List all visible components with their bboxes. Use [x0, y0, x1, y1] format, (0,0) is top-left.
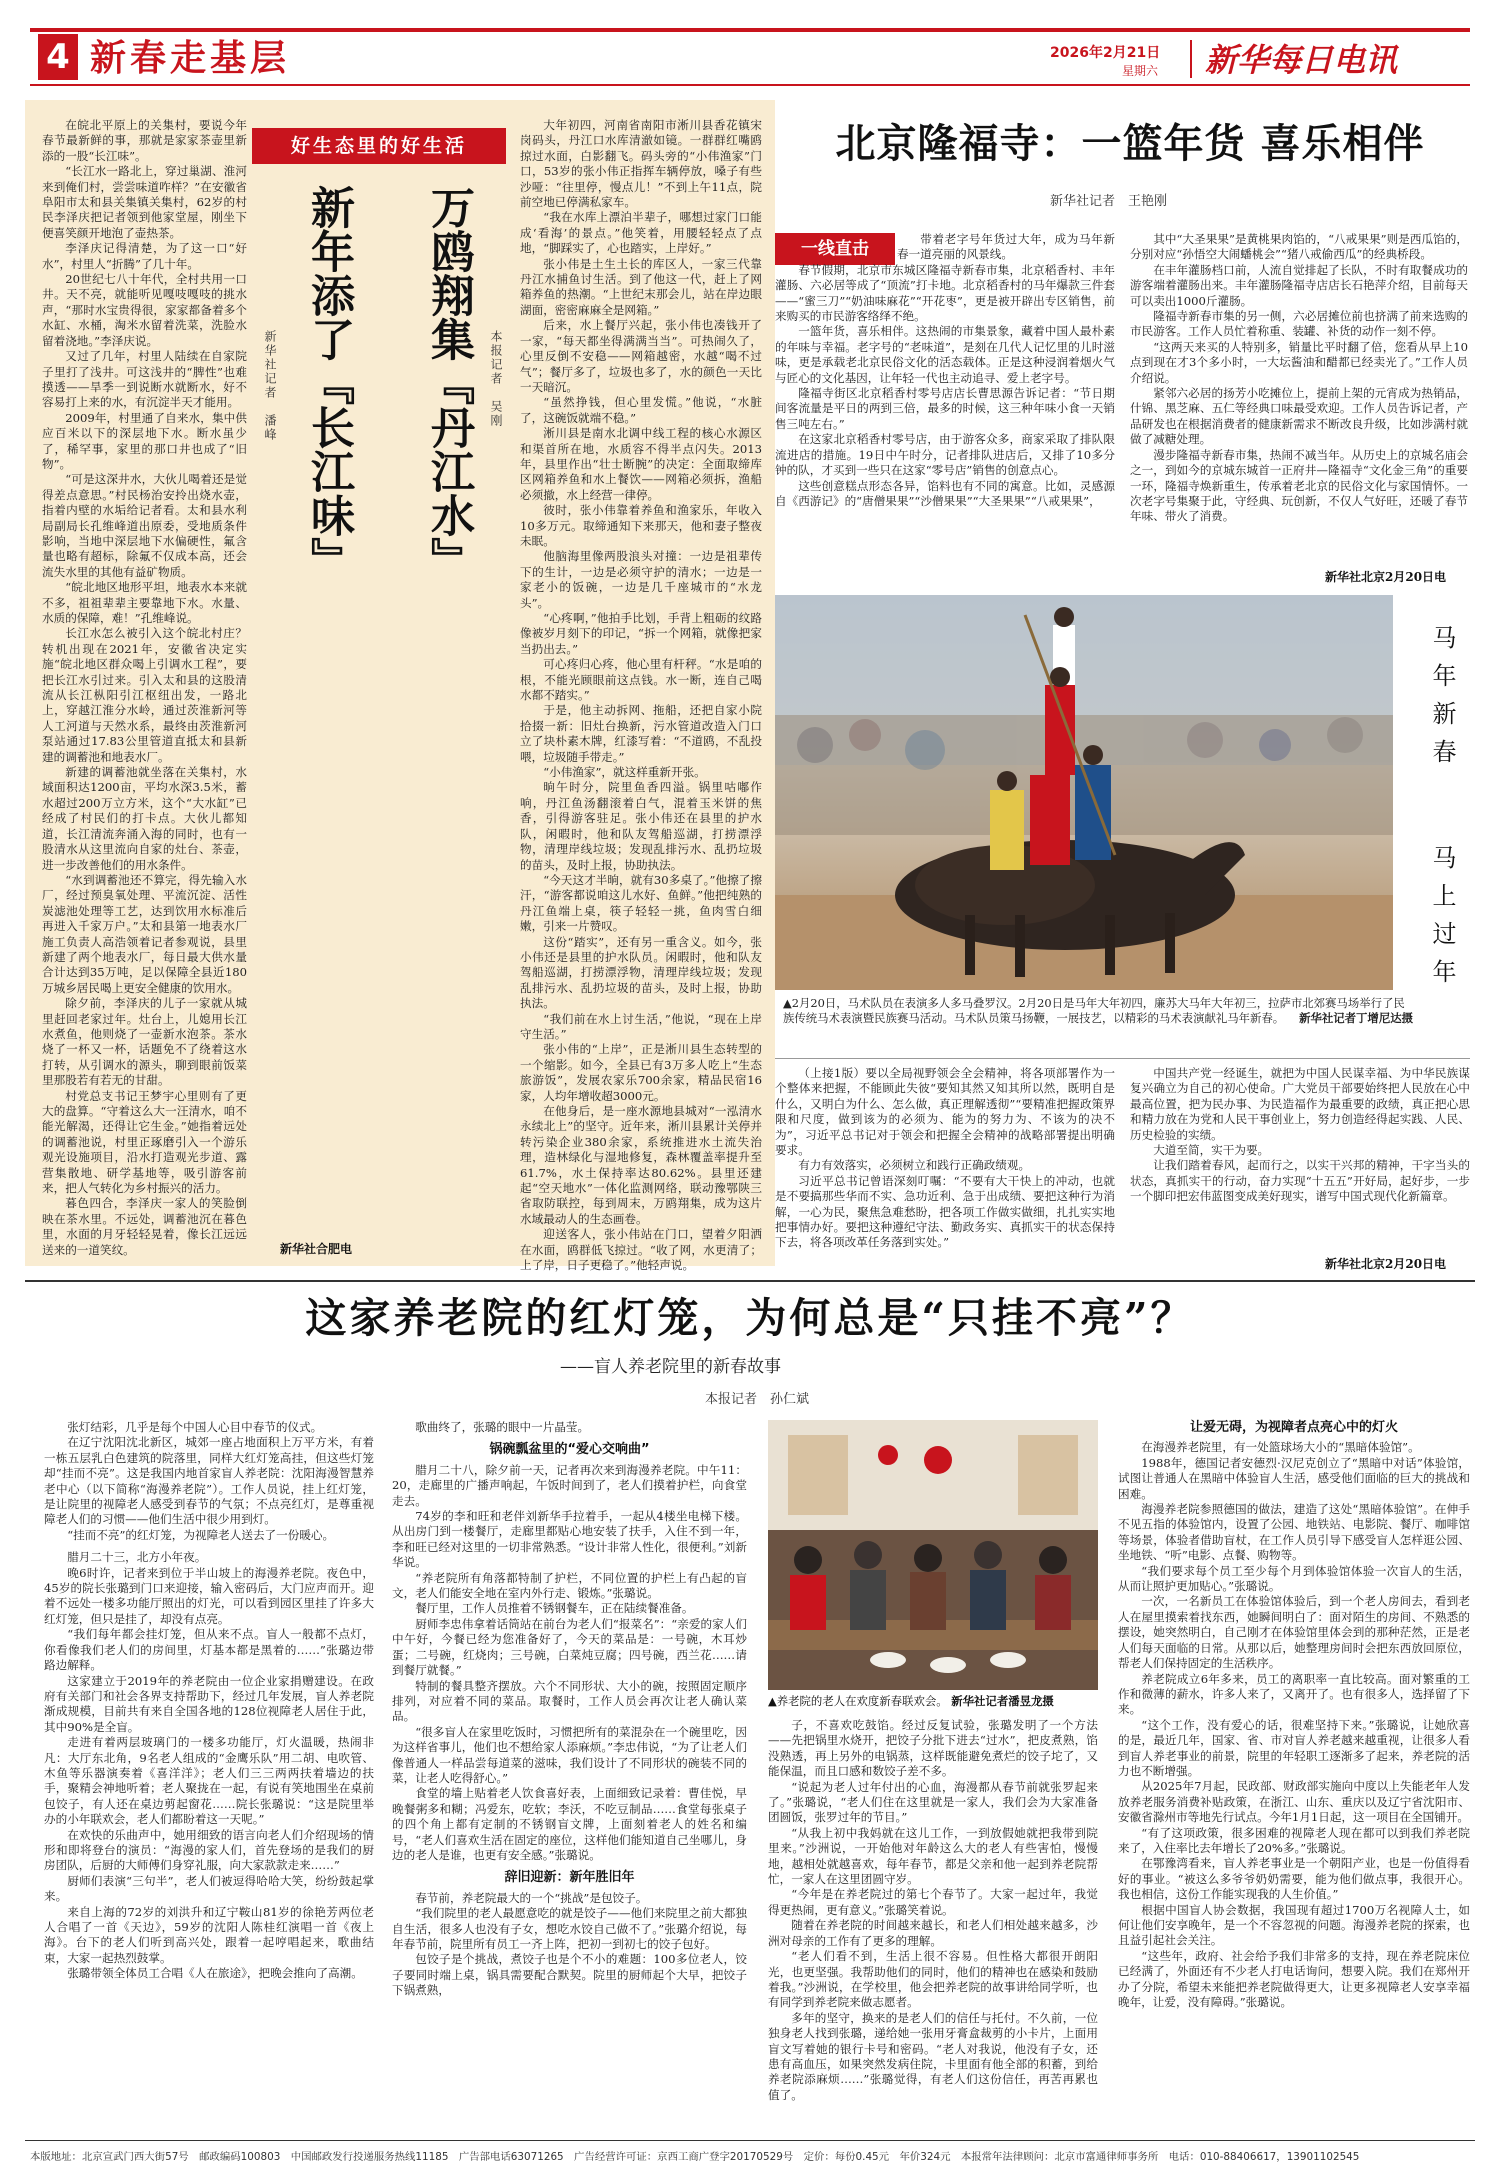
beijing-paragraph: 在丰年灌肠档口前，人流自觉排起了长队，不时有取餐成功的游客端着灌肠出来。丰年灌肠隆福寺店店长石艳萍介绍，目前每天可以卖出1000斤灌肠。: [1130, 262, 1468, 308]
bottom-paragraph: 海漫养老院参照德国的做法，建造了这处“黑暗体验馆”。在伸手不见五指的体验馆内，设置了公园、地铁站、电影院、餐厅、咖啡馆等场景，体验者借助盲杖，在工作人员引导下感受盲人怎样逛公园、坐地铁、“听”电影、点餐、购物等。: [1118, 1502, 1470, 1563]
story1-paragraph: “长江水一路北上，穿过巢湖、淮河来到俺们村，尝尝味道咋样？”在安徽省阜阳市太和县关集镇关集村，62岁的村民李泽庆把记者领到他家堂屋，刚坐下便喜笑颜开地泡了壶热茶。: [42, 164, 247, 240]
story1-paragraph: 村党总支书记王梦宇心里则有了更大的盘算。“守着这么大一汪清水，咱不能光解渴，还得让它生金。”她指着远处的调蓄池说，村里正琢磨引入一个游乐观光设施项目，沿水打造观光步道、露营集散地、研学基地等，吸引游客前来，把人气转化为乡村振兴的活力。: [42, 1088, 247, 1196]
story1-paragraph: 暮色四合，李泽庆一家人的笑脸倒映在茶水里。不远处，调蓄池沉在暮色里，水面的月牙轻轻晃着，像长江远远送来的一道笑纹。: [42, 1196, 247, 1257]
nursing-home-illustration: [768, 1420, 1098, 1690]
bottom-paragraph: “这些年，政府、社会给予我们非常多的支持，现在养老院床位已经满了，外面还有不少老人打电话询问，想要入院。我们在郑州开办了分院，希望未来能把养老院做得更大，让更多视障老人安享幸福晚年，让爱，没有障碍。”张璐说。: [1118, 1948, 1470, 2010]
header-red-rule: [30, 28, 1470, 32]
bottom-paragraph: 这家建立于2019年的养老院由一位企业家捐赠建设。在政府有关部门和社会各界支持帮助下，经过几年发展，盲人养老院渐成规模，目前共有来自全国各地的128位视障老人居住于此，其中90%是全盲。: [44, 1673, 374, 1734]
story2-body: [520, 118, 762, 1273]
beijing-paragraph: 隆福寺新春市集的另一侧，六必居摊位前也挤满了前来选购的市民游客。工作人员忙着称重、装罐、补货的动作一刻不停。: [1130, 309, 1468, 339]
bottom-col3-paragraphs: [768, 1718, 1098, 2103]
beijing-headline: 北京隆福寺：一篮年货 喜乐相伴: [835, 120, 1425, 167]
bottom-paragraph: 74岁的李和旺和老伴刘新华手拉着手，一起从4楼坐电梯下楼。从出房门到一楼餐厅，走廊里都贴心地安装了扶手，入住不到一年，李和旺已经对这里的一切非常熟悉。“设计非常人性化，很便利。”刘新华说。: [392, 1509, 747, 1570]
story1-body: [42, 118, 247, 1257]
bottom-paragraph: 在海漫养老院里，有一处篮球场大小的“黑暗体验馆”。: [1141, 1440, 1420, 1455]
bottom-paragraph: 晚6时许，记者来到位于半山坡上的海漫养老院。夜色中，45岁的院长张璐到门口来迎接，输入密码后，大门应声而开。迎着不远处一楼多功能厅照出的灯光，可以看到园区里挂了许多大红灯笼，但只是挂了，却没有点亮。: [44, 1565, 374, 1626]
commentary-divider: [775, 1058, 1470, 1059]
story2-paragraph: 这份“踏实”，还有另一重含义。如今，张小伟还是县里的护水队员。闲暇时，他和队友驾船巡湖，打捞漂浮物，清理岸线垃圾；发现乱排污水、乱扔垃圾的苗头，及时上报，协助执法。: [520, 934, 762, 1011]
bottom-paragraph: 子，不喜欢吃鼓馅。经过反复试验，张璐发明了一个方法——先把锅里水烧开，把饺子分批下进去“过水”，把皮煮熟，馅没熟透，再上另外的电锅蒸，这样既能避免煮烂的饺子坨了，又能保温，而且口感和数饺子差不多。: [768, 1718, 1098, 1779]
header-divider: [1190, 40, 1192, 78]
bottom-paragraph: “说起为老人过年付出的心血，海漫都从春节前就张罗起来了。”张璐说，“老人们住在这里就是一家人，我们会为大家准备团圆饭，张罗过年的节目。”: [768, 1779, 1098, 1825]
horse-caption-text: ▲2月20日，马术队员在表演多人多马叠罗汉。2月20日是马年大年初四，廉苏大马年大年初三，拉萨市北郊赛马场举行了民族传统马术表演暨民族赛马活动。马术队员策马扬鞭，一展技艺，以精彩的马术表演献礼马年新春。: [783, 996, 1405, 1025]
story2-paragraph: “心疼啊，”他拍手比划，手背上粗砺的纹路像被岁月刻下的印记，“拆一个网箱，就像把家当扔出去。”: [520, 611, 762, 656]
beijing-paragraph: 春节假期，北京市东城区隆福寺新春市集，北京稻香村、丰年灌肠、六必居等成了“顶流”打卡地。北京稻香村的马年爆款三件套——“蜜三刀”“奶油味麻花”“开花枣”，更是被开辟出专区销售，前来购买的市民游客络绎不绝。: [775, 262, 1115, 324]
bottom-byline: 本报记者 孙仁斌: [705, 1392, 810, 1407]
bottom-subheadline: ——盲人养老院里的新春故事: [560, 1357, 781, 1377]
bottom-paragraph: 在欢快的乐曲声中，她用细致的语言向老人们介绍现场的情形和即将登台的演员：“海漫的家人们，首先登场的是我们的厨房团队，后厨的大师傅们身穿礼服，向大家款款走来……”: [44, 1827, 374, 1873]
feature-banner: [252, 128, 506, 164]
nursing-photo-credit: 新华社记者潘昱龙摄: [951, 1694, 1054, 1708]
story1-paragraph: 新建的调蓄池就坐落在关集村，水域面积达1200亩，平均水深3.5米，蓄水超过200万立方米，这个“大水缸”已经成了村民们的打卡点。大伙儿都知道，长江清流奔涌入海的同时，也有一股清水从这里流向自家的灶台、茶壶，进一步改善他们的用水条件。: [42, 765, 247, 872]
commentary-sign: 新华社北京2月20日电: [1325, 1257, 1447, 1271]
bottom-col1: [44, 1420, 374, 2125]
beijing-paragraph: 其中“大圣果果”是黄桃果肉馅的，“八戒果果”则是西瓜馅的，分别对应“孙悟空大闹蟠桃会”“猪八戒偷西瓜”的经典桥段。: [1130, 232, 1468, 262]
story1-paragraph: 在皖北平原上的关集村，要说今年春节最新鲜的事，那就是家家茶壶里新添的一股“长江味”。: [42, 118, 247, 163]
bottom-paragraph: 春节前，养老院最大的一个“挑战”是包饺子。: [415, 1890, 648, 1905]
bottom-paragraph: “很多盲人在家里吃饭时，习惯把所有的菜混杂在一个碗里吃，因为这样省事儿，他们也不想给家人添麻烦。”李忠伟说，“为了让老人们像普通人一样品尝每道菜的滋味，我们设计了不同形状的碗装不同的菜，让老人吃得舒心。”: [392, 1724, 747, 1785]
bottom-col2-subheading-2: 辞旧迎新：新年胜旧年: [504, 1870, 635, 1886]
bottom-col2-subheading-1: 锅碗瓢盆里的“爱心交响曲”: [489, 1442, 650, 1458]
bottom-paragraph: “挂而不亮”的红灯笼，为视障老人送去了一份暖心。: [67, 1527, 335, 1542]
commentary-col2: [1130, 1066, 1470, 1256]
bottom-paragraph: 腊月二十八，除夕前一天，记者再次来到海漫养老院。中午11：20，走廊里的广播声响起，午饭时间到了，老人们摸着护栏，向食堂走去。: [392, 1462, 747, 1508]
page-number: 4: [46, 37, 70, 77]
story2-paragraph: 后来，水上餐厅兴起，张小伟也凑钱开了一家，“每天都坐得满满当当”。可热闹久了，心里反倒不安稳——网箱越密，水越“喝不过气”；餐厅多了，垃圾也多了，水的颜色一天比一天暗沉。: [520, 318, 762, 394]
bottom-paragraph: 根据中国盲人协会数据，我国现有超过1700万名视障人士，如何让他们安享晚年，是一个不容忽视的问题。海漫养老院的探索，也且益引起社会关注。: [1118, 1902, 1470, 1948]
beijing-col2-paragraphs: [1130, 232, 1468, 525]
story1-paragraphs: [42, 118, 247, 1258]
bottom-headline: 这家养老院的红灯笼，为何总是“只挂不亮”？: [305, 1294, 1195, 1342]
bottom-paragraph: 包饺子是个挑战，煮饺子也是个不小的难题：100多位老人，饺子要同时端上桌，锅具需要配合默契。院里的厨师起个大早，把饺子下锅煮熟，: [392, 1952, 747, 1998]
beijing-sign: 新华社北京2月20日电: [1325, 570, 1447, 584]
beijing-tag-text: 一线直击: [801, 239, 869, 259]
bottom-paragraph: 食堂的墙上贴着老人饮食喜好表，上面细致记录着：曹佳悦，早晚餐粥多和糊；冯爱东，吃软；李沃，不吃豆制品……食堂每张桌子的四个角上都有定制的不锈钢盲文牌，上面刻着老人的姓名和编号，“老人们喜欢生活在固定的座位，这样他们能知道自己坐哪儿，身边的老人是谁，也更有安全感。”张璐说。: [392, 1786, 747, 1862]
story2-paragraph: 张小伟是土生土长的库区人，一家三代靠丹江水捕鱼讨生活。到了他这一代，赶上了网箱养鱼的热潮。“上世纪末那会儿，站在岸边眼湖面，密密麻麻全是网箱。”: [520, 256, 762, 317]
story2-paragraph: 大年初四，河南省南阳市淅川县香花镇宋岗码头，丹江口水库清澈如镜。一群群红嘴鸥掠过水面，白影翻飞。码头旁的“小伟渔家”门口，53岁的张小伟正指挥车辆停放，嗓子有些沙哑：“往里停，慢点儿！”不到上午11点，院前空地已停满私家车。: [520, 118, 762, 210]
bottom-paragraph: 多年的坚守，换来的是老人们的信任与托付。不久前，一位独身老人找到张璐，递给她一张用牙膏盒裁剪的小卡片，上面用盲文写着她的银行卡号和密码。“老人对我说，他没有子女，还患有高血压，如果突然发病住院，卡里面有他全部的积蓄，到给养老院添麻烦……”张璐觉得，有老人们这份信任，再苦再累也值了。: [768, 2010, 1098, 2102]
commentary-paragraph: 有力有效落实，必须树立和践行正确政绩观。: [798, 1158, 1031, 1173]
story1-paragraph: 长江水怎么被引入这个皖北村庄？转机出现在2021年，安徽省决定实施“皖北地区群众喝上引调水工程”，要把长江水引过来。引入太和县的这股清流从长江枞阳引江枢纽出发，一路北上，穿越江淮分水岭，通过茨淮新河等人工河道与天然水系，最终由茨淮新河泵站通过17.83公里管道直抵太和县新建的调蓄池和地表水厂。: [42, 626, 247, 764]
page-number-box: [38, 34, 78, 80]
bottom-col4-subheading: 让爱无碍，为视障者点亮心中的灯火: [1189, 1420, 1398, 1435]
bottom-paragraph: 在鄂豫湾看来，盲人养老事业是一个朝阳产业，也是一份值得看好的事业。“被这么多爷爷奶奶需要，能为他们做点事，我很开心。我也相信，这份工作能实现我的人生价值。”: [1118, 1856, 1470, 1902]
bottom-paragraph: 一次，一名新员工在体验馆体验后，到一个老人房间去，看到老人在屋里摸索着找东西，她瞬间明白了：面对陌生的房间、不熟悉的摆设，她突然明白，自己刚才在体验馆里体会到的那种茫然，正是老人们每天面临的日常。从那以后，她整理房间时会把东西放回原位，帮老人们保持固定的生活秩序。: [1118, 1594, 1470, 1671]
story2-paragraph: 他脑海里像两股浪头对撞：一边是祖辈传下的生计，一边是必须守护的清水；一边是一家老小的饭碗，一边是几千座城市的“水龙头”。: [520, 549, 762, 610]
bottom-paragraph: 张灯结彩，几乎是每个中国人心目中春节的仪式。: [67, 1420, 323, 1434]
commentary-paragraph: 习近平总书记曾语深刻叮嘱：“不要有大干快上的冲动，也就是不要搞那些华而不实、急功近利、急于出成绩、要把这种行为消解，一心为民，聚焦急难愁盼，把各项工作做实做细，扎扎实实地把事情办好。要把这种遵纪守法、勤政务实、真抓实干的状态保持下去，将各项改革任务落到实处。”: [775, 1173, 1115, 1250]
bottom-paragraph: 走进有着两层玻璃门的一楼多功能厅，灯火温暖，热闹非凡：大厅东北角，9名老人组成的“金鹰乐队”用二胡、电吹管、木鱼等乐器演奏着《喜洋洋》；老人们三三两两扶着墙边的扶手，聚精会神地听着；老人聚拢在一起，有说有笑地围坐在桌前包饺子，有人还在桌边剪起窗花……院长张璐说：“这是院里举办的小年联欢会，老人们都盼着这一天呢。”: [44, 1735, 374, 1827]
bottom-paragraph: 餐厅里，工作人员推着不锈钢餐车，正在陆续餐准备。: [415, 1601, 694, 1616]
photo-vertical-title-1: 马年新春: [1428, 625, 1456, 777]
bottom-paragraph: 来自上海的72岁的刘洪升和辽宁鞍山81岁的徐艳芳两位老人合唱了一首《天边》，59岁的沈阳人陈桂红演唱一首《夜上海》。台下的老人们听到高兴处，跟着一起哼唱起来，歌曲结束，大家一起热烈鼓掌。: [44, 1904, 374, 1965]
footer-text: 本版地址：北京宣武门西大街57号 邮政编码100803 中国邮政发行投递服务热线11185 广告部电话63071265 广告经营许可证：京西工商广登字20170529号 定价：每份0.45元 年价324元 本报常年法律顾问：北京市富通律师事务所 电话：010-88406617，13901102545: [30, 2151, 1360, 2163]
beijing-paragraph: 带着老字号年货过大年，成为马年新春一道亮丽的风景线。: [897, 232, 1115, 262]
story2-paragraph: 可心疼归心疼，他心里有杆秤。“水是咱的根，不能光顾眼前这点钱。水一断，连自己喝水都不踏实。”: [520, 657, 762, 703]
story2-paragraph: “小伟渔家”，就这样重新开张。: [543, 765, 706, 780]
feature-banner-text: 好生态里的好生活: [290, 135, 467, 157]
bottom-paragraph: “养老院所有角落都特制了护栏，不同位置的护栏上有凸起的盲文，老人们能安全地在室内外行走、锻炼。”张璐说。: [392, 1570, 747, 1601]
bottom-col3: [768, 1718, 1098, 2125]
beijing-paragraph: 一篮年货，喜乐相伴。这热闹的市集景象，藏着中国人最朴素的年味与幸福。老字号的“老味道”，是刻在几代人记忆里的儿时滋味，更是承载老北京民俗文化的活态载体。正是这种浸润着烟火气与匠心的文化基因，让年轻一代也主动追寻、爱上老字号。: [775, 324, 1115, 385]
commentary-col2-paragraphs: [1130, 1066, 1470, 1205]
beijing-paragraph: 漫步隆福寺新春市集，热闹不减当年。从历史上的京城名庙会之一，到如今的京城东城首一正府井—隆福寺“文化金三角”的重要一环，隆福寺焕新重生，传承着老北京的民俗文化与家国情怀。一次老字号集聚于此，守经典、玩创新，不仅人气好旺，还暖了春节年味、带火了消费。: [1130, 447, 1468, 524]
bottom-top-rule: [25, 1280, 1475, 1282]
bottom-col2-paragraphs: [392, 1420, 747, 1999]
story1-paragraph: “水到调蓄池还不算完，得先输入水厂，经过预臭氧处理、平流沉淀、活性炭滤池处理等工艺，达到饮用水标准后再进入千家万户。”太和县第一地表水厂施工负责人高浩领着记者参观说，县里新建了两个地表水厂，每日最大供水量合计达到35万吨，足以保障全县近180万城乡居民喝上更安全健康的饮用水。: [42, 872, 247, 995]
beijing-byline: 新华社记者 王艳刚: [1050, 194, 1168, 209]
story2-paragraph: 晌午时分，院里鱼香四溢。锅里咕嘟作响，丹江鱼汤翻滚着白气，混着玉米饼的焦香，引得游客驻足。张小伟还在县里的护水队，闲暇时，他和队友驾船巡湖，打捞漂浮物，清理岸线垃圾；发现乱排污水、乱扔垃圾的苗头，及时上报，协助执法。: [520, 780, 762, 872]
story1-paragraph: 20世纪七八十年代，全村共用一口井。天不亮，就能听见嘎吱嘎吱的挑水声，“那时水宝贵得很，家家都备着多个水缸、水桶，淘米水留着洗菜，洗脸水留着浇地。”李泽庆说。: [42, 272, 247, 348]
bottom-paragraph: “今年是在养老院过的第七个春节了。大家一起过年，我觉得更热闹，更有意义。”张璐笑着说。: [768, 1887, 1098, 1917]
beijing-col1-paragraphs: [775, 232, 1115, 509]
story1-paragraph: 又过了几年，村里人陆续在自家院子里打了浅井。可这浅井的“脾性”也难摸透——旱季一到说断水就断水，好不容易打上来的水，有沉淀半天才能用。: [42, 349, 247, 410]
bottom-paragraph: 厨师李忠伟拿着话筒站在前台为老人们“报菜名”：“亲爱的家人们中午好，今餐已经为您准备好了，今天的菜品是：一号碗，木耳炒蛋；二号碗，红烧肉；三号碗，白菜炖豆腐；四号碗，西兰花……请到餐厅就餐。”: [392, 1616, 747, 1678]
commentary-paragraph: 中国共产党一经诞生，就把为中国人民谋幸福、为中华民族谋复兴确立为自己的初心使命。广大党员干部要始终把人民放在心中最高位置，把为民办事、为民造福作为最重要的政绩，真正把心思和精力放在为党和人民干事创业上，努力创造经得起实践、人民、历史检验的实绩。: [1130, 1066, 1470, 1142]
beijing-paragraph: “这两天来买的人特别多，销量比平时翻了倍，您看从早上10点到现在才3个多小时，一大坛酱油和醋都已经卖光了。”工作人员介绍说。: [1130, 339, 1468, 385]
bottom-paragraph: 特制的餐具整齐摆放。六个不同形状、大小的碗，按照固定顺序排列，对应着不同的菜品。取餐时，工作人员会再次让老人确认菜品。: [392, 1678, 747, 1724]
beijing-paragraph: 隆福寺街区北京稻香村零号店店长曹思源告诉记者：“节日期间客流量是平日的两到三倍，最多的时候，这三种年味小食一天销售三吨左右。”: [775, 386, 1115, 431]
beijing-col2: [1130, 232, 1468, 570]
story1-sign: 新华社合肥电: [280, 1242, 353, 1256]
bottom-paragraph: 歌曲终了，张璐的眼中一片晶莹。: [415, 1420, 590, 1434]
commentary-col1: [775, 1066, 1115, 1271]
bottom-paragraph: 从2025年7月起，民政部、财政部实施向中度以上失能老年人发放养老服务消费补贴政策，在浙江、山东、重庆以及辽宁省沈阳市、安徽省滁州市等地先行试点。今年1月1日起，这一项目在全国铺开。: [1118, 1779, 1470, 1825]
footer-rule: [25, 2140, 1475, 2141]
story2-paragraph: “我们前在水上讨生活，”他说，“现在上岸守生活。”: [520, 1011, 762, 1041]
bottom-paragraph: 腊月二十三，北方小年夜。: [67, 1550, 207, 1565]
bottom-paragraph: 随着在养老院的时间越来越长，和老人们相处越来越多，沙洲对母亲的工作有了更多的理解。: [768, 1918, 1098, 1948]
beijing-paragraph: 这些创意糕点形态各异，馅料也有不同的寓意。比如，灵感源自《西游记》的“唐僧果果”“沙僧果果”“大圣果果”“八戒果果”，: [775, 478, 1115, 508]
story2-paragraph: 迎送客人，张小伟站在门口，望着夕阳洒在水面，鸥群低飞掠过。“收了网，水更清了；上了岸，日子更稳了。”他轻声说。: [520, 1227, 762, 1273]
photo-vertical-title-2: 马上过年: [1428, 845, 1456, 997]
horse-riders-illustration: [775, 595, 1393, 990]
brand-logo: 新华每日电讯: [1205, 41, 1398, 79]
story1-byline: 新华社记者 潘峰: [263, 330, 277, 442]
tag-spacer: [775, 232, 897, 262]
bottom-paragraph: “这个工作，没有爱心的话，很难坚持下来。”张璐说，让她欣喜的是，最近几年，国家、省、市对盲人养老越来越重视，让很多人看到盲人养老事业的前景，院里的年轻职工逐渐多了起来，养老院的活力也不断增强。: [1118, 1717, 1470, 1778]
nursing-home-photo: [768, 1420, 1098, 1690]
bottom-paragraph: “我们要求每个员工至少每个月到体验馆体验一次盲人的生活，从而让照护更加贴心。”张璐说。: [1118, 1563, 1470, 1594]
story1-title: 新年添了『长江味』: [303, 185, 354, 581]
horse-photo-credit: 新华社记者丁增尼达摄: [1299, 1011, 1413, 1025]
nursing-photo-caption: [768, 1694, 1098, 1709]
bottom-paragraph: “我们每年都会挂灯笼，但从来不点。盲人一般都不点灯，你看像我们老人们的房间里，灯基本都是黑着的……”张璐边带路边解释。: [44, 1627, 374, 1673]
story2-paragraph: “虽然挣钱，但心里发慌。”他说，“水脏了，这碗饭就端不稳。”: [520, 395, 762, 425]
bottom-paragraph: 在辽宁沈阳沈北新区，城郊一座占地面积上万平方米，有着一栋五层乳白色建筑的院落里，同样大红灯笼高挂，但这些灯笼却“挂而不亮”。这是我国内地首家盲人养老院：沈阳海漫智慧养老中心（以下简称“海漫养老院”）。工作人员说，挂上红灯笼，是让院里的视障老人感受到春节的气氛；不点亮红灯，是尊重视障老人们的习惯——他们生活中很少用到灯。: [44, 1435, 374, 1527]
beijing-col1: [775, 232, 1115, 580]
bottom-paragraph: “有了这项政策，很多困难的视障老人现在都可以到我们养老院来了，入住率比去年增长了20%多。”张璐说。: [1118, 1825, 1470, 1855]
bottom-paragraph: 张璐带领全体员工合唱《人在旅途》，把晚会推向了高潮。: [67, 1966, 363, 1981]
bottom-paragraph: 厨师们表演“三句半”，老人们被逗得哈哈大笑，纷纷鼓起掌来。: [44, 1873, 374, 1904]
story1-paragraph: “可是这深井水，大伙儿喝着还是觉得差点意思。”村民杨治安拎出烧水壶，指着内壁的水垢给记者看。太和县水利局副局长孔维峰道出原委，受地质条件影响，当地中深层地下水偏硬性，氟含量也略有超标，除氟不仅成本高，还会流失水里的其他有益矿物质。: [42, 472, 247, 579]
story1-paragraph: 除夕前，李泽庆的儿子一家就从城里赶回老家过年。灶台上，儿媳用长江水煮鱼，他则烧了一壶新水泡茶。茶水烧了一杯又一杯，话题免不了绕着这水打转，从引调水的源头，聊到眼前饭菜里那股若有若无的甘甜。: [42, 996, 247, 1088]
beijing-paragraph: 紧邻六必居的扬芳小吃摊位上，提前上架的元宵成为热销品，什锦、黑芝麻、五仁等经典口味最受欢迎。工作人员告诉记者，产品研发也在根据消费者的健康新需求不断改良升级，比如涉满村就做了减糖处理。: [1130, 386, 1468, 447]
bottom-col2: [392, 1420, 747, 2125]
bottom-paragraph: “老人们看不到，生活上很不容易。但性格大都很开朗阳光，也更坚强。我帮助他们的同时，他们的精神也在感染和鼓励着我。”沙洲说，在学校里，他会把养老院的故事讲给同学听，也有同学到养老院来做志愿者。: [768, 1949, 1098, 2010]
story1-paragraph: 2009年，村里通了自来水，集中供应百米以下的深层地下水。断水虽少了，稀罕事，家里的那口井也成了“旧物”。: [42, 410, 247, 471]
horse-photo-caption: [783, 996, 1413, 1026]
story2-paragraph: “今天这才半晌，就有30多桌了。”他擦了擦汗，“游客都说咱这儿水好、鱼鲜。”他把纯熟的丹江鱼端上桌，筷子轻轻一挑，鱼肉雪白细嫩，引来一片赞叹。: [520, 872, 762, 934]
story1-paragraph: “皖北地区地形平坦，地表水本来就不多，祖祖辈辈主要靠地下水。水量、水质的保障，难！”孔维峰说。: [42, 580, 247, 625]
horse-photo: [775, 595, 1393, 990]
section-title: 新春走基层: [90, 37, 291, 79]
beijing-paragraph: 在这家北京稻香村零号店，由于游客众多，商家采取了排队限流进店的措施。19日中午时分，记者排队进店后，又排了10多分钟的队，才买到一些只在这家“零号店”销售的创意点心。: [775, 432, 1115, 478]
header-red-rule-bottom: [30, 84, 1470, 86]
story2-paragraph: 在他身后，是一座水源地县城对“一泓清水永续北上”的坚守。近年来，淅川县累计关停并转污染企业380余家，系统推进水土流失治理，造林绿化与湿地修复，森林覆盖率提升至61.7%，水土保持率达80.62%。县里还建起“空天地水”一体化监测网络，联动豫鄂陕三省取防联控，每到周末，万鸥翔集，成为这片水域最动人的生态画卷。: [520, 1104, 762, 1226]
bottom-col4: [1118, 1420, 1470, 2125]
page-header: [0, 0, 1500, 92]
story2-paragraph: 张小伟的“上岸”，正是淅川县生态转型的一个缩影。如今，全县已有3万多人吃上“生态旅游饭”，发展农家乐700余家，精品民宿16家，人均年增收超3000元。: [520, 1042, 762, 1103]
bottom-paragraph: 1988年，德国记者安德烈·汉尼克创立了“黑暗中对话”体验馆，试图让普通人在黑暗中体验盲人生活，感受他们面临的巨大的挑战和困难。: [1118, 1455, 1470, 1501]
bottom-paragraph: 养老院成立6年多来，员工的离职率一直比较高。面对繁重的工作和微薄的薪水，许多人来了，又离开了。也有很多人，选择留了下来。: [1118, 1671, 1470, 1717]
story2-paragraphs: [520, 118, 762, 1273]
story2-title: 万鸥翔集『丹江水』: [423, 185, 474, 581]
commentary-col1-paragraphs: [775, 1066, 1115, 1251]
bottom-col1-paragraphs: [44, 1420, 374, 1982]
commentary-paragraph: 大道至简，实干为要。: [1153, 1143, 1270, 1158]
story1-paragraph: 李泽庆记得清楚，为了这一口“好水”，村里人“折腾”了几十年。: [42, 241, 247, 271]
issue-date: 2026年2月21日: [1050, 45, 1161, 61]
story2-paragraph: 彼时，张小伟靠着养鱼和渔家乐，年收入10多万元。取缔通知下来那天，他和妻子整夜未眠。: [520, 503, 762, 548]
story2-paragraph: 淅川县是南水北调中线工程的核心水源区和渠首所在地，水质容不得半点闪失。2013年，县里作出“壮士断腕”的决定：全面取缔库区网箱养鱼和水上餐饮——网箱必须拆，渔船必须撤，水上经营一律停。: [520, 426, 762, 502]
story2-byline: 本报记者 吴刚: [489, 330, 503, 428]
issue-weekday: 星期六: [1122, 64, 1159, 78]
story2-paragraph: 于是，他主动拆网、拖船，还把自家小院拾掇一新：旧灶台换新，污水管道改造入门口立了块朴素木牌，红漆写着：“不道鸥，不乱投喂，垃圾随手带走。”: [520, 703, 762, 764]
commentary-paragraph: 让我们踏着春风，起而行之，以实干兴邦的精神，干字当头的状态，真抓实干的行动，奋力实现“十五五”开好局，起好步，一步一个脚印把宏伟蓝图变成美好现实，谱写中国式现代化新篇章。: [1130, 1158, 1470, 1204]
bottom-paragraph: “我们院里的老人最愿意吃的就是饺子——他们来院里之前大都独自生活，很多人也没有子女，想吃水饺自己做不了。”张璐介绍说，每年春节前，院里所有员工一齐上阵，把初一到初七的饺子包好。: [392, 1906, 747, 1951]
bottom-col4-paragraphs: [1118, 1440, 1470, 2010]
commentary-paragraph: （上接1版）要以全局视野领会全会精神，将各项部署作为一个整体来把握，不能顾此失彼“要知其然又知其所以然，既明自是什么，又明白为什么、怎么做，真正理解透彻”“要精准把握政策界限和尺度，做到该为的必须为、能为的努力为、不该为的决不为”，习近平总书记对于领会和把握全会精神的战略部署提出明确要求。: [775, 1066, 1115, 1158]
bottom-paragraph: “从我上初中我妈就在这儿工作，一到放假她就把我带到院里来。”沙洲说，一开始他对年龄这么大的老人有些害怕，慢慢地，越相处就越喜欢，每年春节，都是父亲和他一起到养老院帮忙，一家人在这里团圆守岁。: [768, 1825, 1098, 1887]
nursing-caption-text: ▲养老院的老人在欢度新春联欢会。: [768, 1694, 948, 1708]
story2-paragraph: “我在水库上漂泊半辈子，哪想过家门口能成‘看海’的景点。”他笑着，用腰轻轻点了点地，“脚踩实了，心也踏实，上岸好。”: [520, 210, 762, 256]
